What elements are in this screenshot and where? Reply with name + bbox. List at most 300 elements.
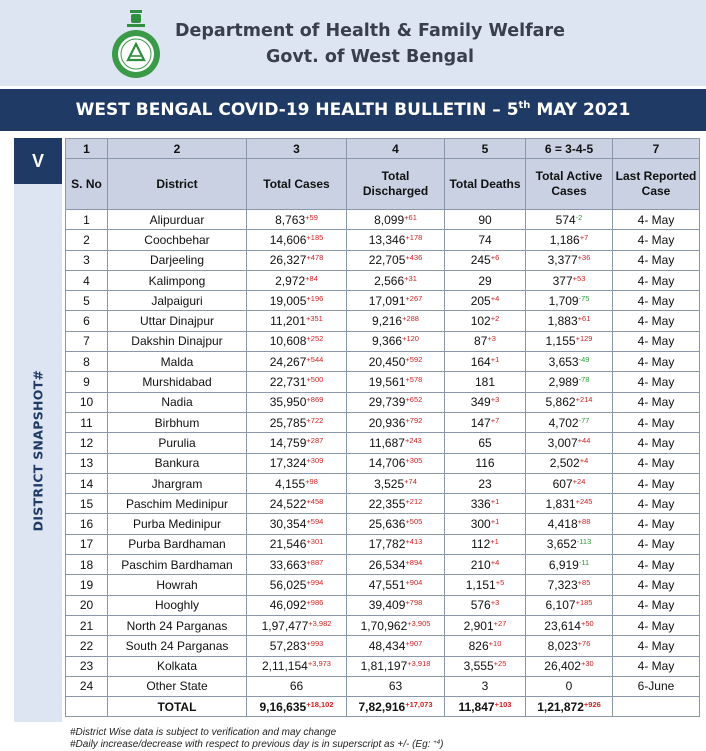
district-name-cell: Bankura: [108, 453, 247, 473]
total-discharged-cell: [347, 331, 445, 351]
active-cases-cell: [526, 676, 613, 696]
total-deaths-cell-change: +1: [490, 354, 500, 364]
total-discharged-cell: [347, 636, 445, 656]
section-sidebar: [14, 138, 62, 722]
total-discharged-cell: [347, 352, 445, 372]
active-cases-cell: [526, 453, 613, 473]
last-reported-cell: 4- May: [613, 494, 700, 514]
total-discharged-cell: [347, 453, 445, 473]
active-cases-cell-change: +245: [575, 496, 593, 506]
serial-number-cell: 3: [66, 250, 108, 270]
total-discharged-cell-change: +74: [404, 476, 417, 486]
total-discharged-cell-value: 9,216: [372, 314, 403, 329]
total-discharged-cell-value: 26,534: [368, 557, 406, 572]
total-discharged-cell-change: +436: [405, 253, 423, 263]
active-cases-cell-change: +85: [577, 577, 591, 587]
total-cases-cell-value: 24,267: [269, 354, 307, 369]
total-deaths-cell: [445, 656, 526, 676]
footnote-example: +4: [433, 740, 441, 746]
district-name-cell: South 24 Parganas: [108, 636, 247, 656]
active-cases-cell-change: +50: [580, 618, 594, 628]
total-deaths-sum: [445, 697, 526, 717]
serial-number-cell: 10: [66, 392, 108, 412]
total-cases-cell: [247, 392, 347, 412]
total-deaths-cell-change: +3: [490, 395, 500, 405]
table-row: [66, 230, 700, 250]
total-discharged-cell-value: 17,782: [368, 537, 406, 552]
serial-number-cell: 6: [66, 311, 108, 331]
active-cases-cell-change: -11: [578, 557, 590, 567]
column-number: 4: [347, 139, 445, 159]
total-cases-cell: [247, 636, 347, 656]
total-active-sum: [526, 697, 613, 717]
total-cases-cell-value: 24,522: [269, 496, 307, 511]
column-number: 3: [247, 139, 347, 159]
total-discharged-cell-value: 48,434: [368, 638, 406, 653]
active-cases-cell-value: 607: [552, 476, 573, 491]
district-name-cell: Malda: [108, 352, 247, 372]
active-cases-cell-value: 7,323: [547, 577, 578, 592]
bulletin-title-sup: th: [518, 100, 531, 111]
total-cases-cell: [247, 230, 347, 250]
column-number-row: [66, 139, 700, 159]
total-deaths-cell-value: 112: [471, 537, 491, 552]
total-discharged-cell: [347, 555, 445, 575]
district-name-cell: Other State: [108, 676, 247, 696]
total-cases-cell-change: +59: [305, 212, 318, 222]
district-name-cell: Howrah: [108, 575, 247, 595]
table-row: [66, 210, 700, 230]
active-cases-cell-change: +30: [580, 659, 594, 669]
active-cases-cell-value: 3,377: [547, 253, 578, 268]
active-cases-cell-change: -75: [578, 293, 590, 303]
district-name-cell: Purba Medinipur: [108, 514, 247, 534]
active-cases-cell-change: +185: [575, 598, 593, 608]
district-name-cell: Dakshin Dinajpur: [108, 331, 247, 351]
column-number: 2: [108, 139, 247, 159]
active-cases-cell-change: +36: [577, 253, 591, 263]
active-cases-cell-change: +53: [572, 273, 586, 283]
table-body: [66, 210, 700, 717]
total-discharged-cell-value: 17,091: [368, 293, 406, 308]
total-deaths-cell-value: 116: [475, 456, 495, 471]
table-row: [66, 412, 700, 432]
total-discharged-cell-change: +3,918: [407, 659, 431, 669]
total-discharged-cell: [347, 392, 445, 412]
active-cases-cell: [526, 392, 613, 412]
footnotes: [70, 727, 443, 751]
bulletin-title-main: WEST BENGAL COVID-19 HEALTH BULLETIN – 5: [75, 100, 519, 120]
table-row: [66, 676, 700, 696]
total-discharged-cell: [347, 311, 445, 331]
total-cases-cell-value: 10,608: [269, 334, 307, 349]
total-cases-cell-change: +986: [306, 598, 324, 608]
total-deaths-cell-value: 1,151: [465, 577, 496, 592]
serial-number-cell: 19: [66, 575, 108, 595]
column-header: District: [108, 159, 247, 210]
total-cases-cell-change: +196: [306, 293, 324, 303]
serial-number-cell: 1: [66, 210, 108, 230]
active-cases-cell-value: 4,418: [547, 517, 578, 532]
total-deaths-cell-value: 3,555: [463, 659, 494, 674]
total-deaths-cell-value: 349: [470, 395, 491, 410]
total-discharged-cell-value: 9,366: [372, 334, 403, 349]
total-deaths-cell-value: 90: [478, 212, 492, 227]
total-cases-cell: [247, 311, 347, 331]
active-cases-cell-value: 3,653: [548, 354, 579, 369]
total-discharged-cell: [347, 615, 445, 635]
total-discharged-cell-value: 47,551: [368, 577, 406, 592]
total-discharged-cell-value: 14,706: [368, 456, 406, 471]
total-cases-cell-value: 66: [289, 679, 304, 694]
last-reported-cell: 4- May: [613, 291, 700, 311]
total-cases-cell-change: +500: [306, 375, 324, 385]
total-discharged-cell-value: 3,525: [374, 476, 405, 491]
total-deaths-cell: [445, 555, 526, 575]
total-cases-cell: [247, 514, 347, 534]
total-label-cell: TOTAL: [108, 697, 247, 717]
total-deaths-cell: [445, 392, 526, 412]
total-discharged-cell: [347, 270, 445, 290]
serial-number-cell: 23: [66, 656, 108, 676]
total-deaths-cell-change: +25: [493, 659, 507, 669]
total-discharged-cell-change: +592: [405, 354, 423, 364]
column-header: Total Active Cases: [526, 159, 613, 210]
last-reported-cell: 4- May: [613, 514, 700, 534]
total-deaths-cell-change: +10: [488, 638, 502, 648]
total-deaths-cell-value: 181: [474, 375, 496, 390]
last-reported-cell: 4- May: [613, 372, 700, 392]
total-deaths-cell-value: 576: [470, 598, 491, 613]
active-cases-cell-change: +24: [572, 476, 586, 486]
total-deaths-cell-change: +27: [493, 618, 507, 628]
total-cases-cell-value: 30,354: [269, 517, 307, 532]
total-deaths-cell: [445, 534, 526, 554]
district-name-cell: Nadia: [108, 392, 247, 412]
total-cases-cell-value: 8,763: [275, 212, 306, 227]
total-cases-cell: [247, 352, 347, 372]
table-row: [66, 636, 700, 656]
total-discharged-cell-change: +305: [405, 456, 423, 466]
table-row: [66, 392, 700, 412]
table-row: [66, 534, 700, 554]
total-deaths-cell-change: +6: [490, 253, 500, 263]
active-cases-cell-value: 23,614: [544, 618, 581, 633]
total-deaths-cell: [445, 250, 526, 270]
total-discharged-cell-value: 20,936: [368, 415, 406, 430]
active-cases-cell-value: 2,989: [548, 375, 579, 390]
table-row: [66, 270, 700, 290]
total-cases-cell-value: 22,731: [269, 375, 307, 390]
table-row: [66, 291, 700, 311]
footnote-superscript-text: #Daily increase/decrease with respect to previous day is in superscript as +/- (Eg:: [70, 739, 434, 750]
total-cases-cell-change: +594: [306, 517, 324, 527]
total-deaths-cell: [445, 270, 526, 290]
total-cases-cell: [247, 555, 347, 575]
total-discharged-cell-value: 1,81,197: [360, 659, 408, 674]
total-cases-cell-value: 2,11,154: [262, 659, 308, 674]
total-discharged-cell-change: +212: [405, 496, 423, 506]
district-name-cell: Uttar Dinajpur: [108, 311, 247, 331]
section-number: V: [14, 138, 62, 184]
total-discharged-cell-change: +267: [405, 293, 423, 303]
table-row: [66, 473, 700, 493]
active-cases-cell-change: -49: [578, 354, 590, 364]
last-reported-cell: 4- May: [613, 250, 700, 270]
table-row: [66, 656, 700, 676]
total-discharged-cell-value: 1,70,962: [360, 618, 408, 633]
column-header: Last Reported Case: [613, 159, 700, 210]
total-cases-cell-value: 11,201: [270, 314, 306, 329]
total-deaths-cell-change: +4: [490, 557, 500, 567]
district-snapshot-table: [65, 138, 700, 717]
serial-number-cell: 18: [66, 555, 108, 575]
column-header: Total Deaths: [445, 159, 526, 210]
total-cases-cell-change: +287: [306, 435, 324, 445]
total-discharged-cell-value: 13,346: [368, 232, 406, 247]
total-cases-cell: [247, 473, 347, 493]
total-cases-cell-change: +722: [306, 415, 324, 425]
active-cases-cell-change: +214: [575, 395, 593, 405]
column-number: 6 = 3-4-5: [526, 139, 613, 159]
district-name-cell: Jhargram: [108, 473, 247, 493]
total-deaths-cell: [445, 473, 526, 493]
total-discharged-cell-value: 22,355: [368, 496, 406, 511]
total-cases-cell: [247, 534, 347, 554]
total-discharged-cell-value: 22,705: [368, 253, 406, 268]
total-cases-cell-change: +887: [306, 557, 324, 567]
total-deaths-cell: [445, 230, 526, 250]
district-name-cell: Birbhum: [108, 412, 247, 432]
total-deaths-cell: [445, 433, 526, 453]
total-cases-cell-value: 35,950: [269, 395, 307, 410]
table-row: [66, 555, 700, 575]
total-cases-cell-value: 14,759: [269, 435, 307, 450]
total-cases-cell-value: 57,283: [269, 638, 307, 653]
total-discharged-cell-change: +243: [404, 435, 422, 445]
active-cases-cell-change: +129: [575, 334, 593, 344]
total-discharged-cell-change: +120: [402, 334, 419, 344]
total-discharged-cell: [347, 494, 445, 514]
active-cases-cell: [526, 372, 613, 392]
total-cases-sum: [247, 697, 347, 717]
total-cases-cell-change: +458: [306, 496, 324, 506]
total-discharged-cell-value: 63: [388, 679, 403, 694]
active-cases-cell: [526, 473, 613, 493]
serial-number-cell: 8: [66, 352, 108, 372]
last-reported-cell: 4- May: [613, 412, 700, 432]
active-cases-cell: [526, 514, 613, 534]
active-cases-cell-value: 2,502: [549, 456, 580, 471]
total-cases-cell-change: +252: [306, 334, 324, 344]
column-header-row: [66, 159, 700, 210]
active-cases-cell: [526, 291, 613, 311]
active-cases-cell: [526, 575, 613, 595]
total-deaths-cell: [445, 372, 526, 392]
last-reported-cell: 6-June: [613, 676, 700, 696]
total-cases-cell-value: 2,972: [275, 273, 306, 288]
total-deaths-cell-change: +2: [490, 314, 500, 324]
total-cases-cell: [247, 595, 347, 615]
active-cases-cell-value: 3,652: [546, 537, 577, 552]
active-cases-cell-value: 574: [555, 212, 576, 227]
total-discharged-cell: [347, 534, 445, 554]
column-number: 7: [613, 139, 700, 159]
total-deaths-cell: [445, 331, 526, 351]
total-cases-cell-value: 26,327: [269, 253, 307, 268]
active-cases-cell: [526, 230, 613, 250]
active-cases-cell: [526, 210, 613, 230]
active-cases-cell-change: -77: [578, 415, 590, 425]
total-row: [66, 697, 700, 717]
total-cases-cell-change: +84: [305, 273, 318, 283]
page-header: [0, 0, 706, 86]
active-cases-cell-value: 1,155: [545, 334, 576, 349]
total-deaths-sum-value: 11,847: [458, 699, 495, 714]
total-discharged-cell-change: +178: [405, 232, 423, 242]
active-cases-cell-change: +4: [579, 456, 589, 466]
total-discharged-sum-change: +17,073: [405, 699, 433, 709]
district-name-cell: Purba Bardhaman: [108, 534, 247, 554]
total-discharged-cell: [347, 210, 445, 230]
total-cases-cell: [247, 575, 347, 595]
total-deaths-cell-change: +3: [487, 334, 496, 344]
total-deaths-cell-change: +1: [490, 537, 499, 547]
total-cases-cell: [247, 210, 347, 230]
total-discharged-cell-change: +3,905: [407, 618, 431, 628]
total-deaths-sum-change: +103: [494, 699, 512, 709]
total-cases-cell-change: +869: [306, 395, 324, 405]
total-discharged-cell-change: +505: [405, 517, 423, 527]
table-row: [66, 575, 700, 595]
total-discharged-cell-value: 19,561: [368, 375, 406, 390]
bulletin-title-date: MAY 2021: [530, 100, 631, 120]
table-row: [66, 311, 700, 331]
total-last-blank-cell: [613, 697, 700, 717]
total-blank-cell: [66, 697, 108, 717]
active-cases-cell-change: +61: [577, 314, 591, 324]
total-cases-cell-change: +3,982: [308, 618, 332, 628]
total-cases-cell-change: +544: [306, 354, 324, 364]
serial-number-cell: 11: [66, 412, 108, 432]
total-deaths-cell-value: 87: [474, 334, 488, 349]
active-cases-cell-change: -78: [578, 375, 590, 385]
total-deaths-cell: [445, 494, 526, 514]
total-cases-cell: [247, 656, 347, 676]
table-row: [66, 615, 700, 635]
total-discharged-cell: [347, 433, 445, 453]
total-cases-cell-value: 4,155: [275, 476, 306, 491]
total-deaths-cell-value: 300: [470, 517, 491, 532]
total-deaths-cell: [445, 615, 526, 635]
total-cases-cell: [247, 494, 347, 514]
active-cases-cell: [526, 352, 613, 372]
total-cases-cell-change: +185: [306, 232, 324, 242]
total-deaths-cell-value: 147: [470, 415, 491, 430]
serial-number-cell: 12: [66, 433, 108, 453]
serial-number-cell: 16: [66, 514, 108, 534]
total-discharged-cell-change: +798: [405, 598, 423, 608]
serial-number-cell: 22: [66, 636, 108, 656]
total-cases-cell-change: +301: [306, 537, 324, 547]
active-cases-cell-value: 4,702: [548, 415, 579, 430]
total-deaths-cell-value: 205: [470, 293, 491, 308]
column-header: S. No: [66, 159, 108, 210]
last-reported-cell: 4- May: [613, 433, 700, 453]
active-cases-cell: [526, 494, 613, 514]
last-reported-cell: 4- May: [613, 352, 700, 372]
total-discharged-cell-change: +31: [404, 273, 417, 283]
total-cases-sum-change: +18,102: [306, 699, 334, 709]
active-cases-cell: [526, 433, 613, 453]
total-deaths-cell-change: +7: [490, 415, 500, 425]
active-cases-cell-value: 1,883: [547, 314, 578, 329]
serial-number-cell: 2: [66, 230, 108, 250]
total-discharged-cell: [347, 412, 445, 432]
department-line-1: Department of Health & Family Welfare: [174, 21, 565, 41]
total-deaths-cell: [445, 311, 526, 331]
total-cases-cell-value: 1,97,477: [261, 618, 309, 633]
total-discharged-cell-value: 39,409: [368, 598, 406, 613]
total-deaths-cell: [445, 514, 526, 534]
total-cases-cell-value: 19,005: [269, 293, 307, 308]
table-row: [66, 453, 700, 473]
total-discharged-cell-change: +652: [405, 395, 423, 405]
active-cases-cell-value: 5,862: [545, 395, 576, 410]
district-name-cell: Darjeeling: [108, 250, 247, 270]
section-label: DISTRICT SNAPSHOT#: [30, 369, 46, 532]
total-cases-cell: [247, 331, 347, 351]
total-deaths-cell: [445, 636, 526, 656]
total-discharged-cell: [347, 230, 445, 250]
total-cases-cell: [247, 250, 347, 270]
total-deaths-cell: [445, 291, 526, 311]
total-cases-cell-change: +351: [305, 314, 323, 324]
total-deaths-cell-value: 74: [478, 232, 492, 247]
department-line-2: Govt. of West Bengal: [265, 47, 475, 67]
serial-number-cell: 4: [66, 270, 108, 290]
total-cases-cell-change: +309: [306, 456, 324, 466]
total-cases-cell-value: 46,092: [269, 598, 307, 613]
total-deaths-cell-change: +5: [495, 577, 505, 587]
total-deaths-cell-value: 336: [470, 496, 491, 511]
last-reported-cell: 4- May: [613, 575, 700, 595]
table-row: [66, 331, 700, 351]
active-cases-cell-value: 0: [565, 679, 573, 694]
total-active-sum-change: +926: [583, 699, 601, 709]
district-name-cell: Paschim Medinipur: [108, 494, 247, 514]
active-cases-cell: [526, 250, 613, 270]
total-cases-cell-value: 33,663: [269, 557, 307, 572]
total-discharged-cell: [347, 291, 445, 311]
total-discharged-cell: [347, 473, 445, 493]
district-name-cell: Murshidabad: [108, 372, 247, 392]
total-deaths-cell: [445, 453, 526, 473]
table-row: [66, 514, 700, 534]
total-discharged-cell: [347, 595, 445, 615]
total-discharged-cell: [347, 676, 445, 696]
total-discharged-cell: [347, 656, 445, 676]
total-discharged-cell-value: 20,450: [368, 354, 406, 369]
last-reported-cell: 4- May: [613, 615, 700, 635]
last-reported-cell: 4- May: [613, 331, 700, 351]
active-cases-cell-value: 1,709: [548, 293, 579, 308]
active-cases-cell-value: 377: [552, 273, 573, 288]
total-deaths-cell-value: 164: [470, 354, 491, 369]
total-cases-sum-value: 9,16,635: [259, 699, 307, 714]
active-cases-cell: [526, 656, 613, 676]
table-row: [66, 352, 700, 372]
